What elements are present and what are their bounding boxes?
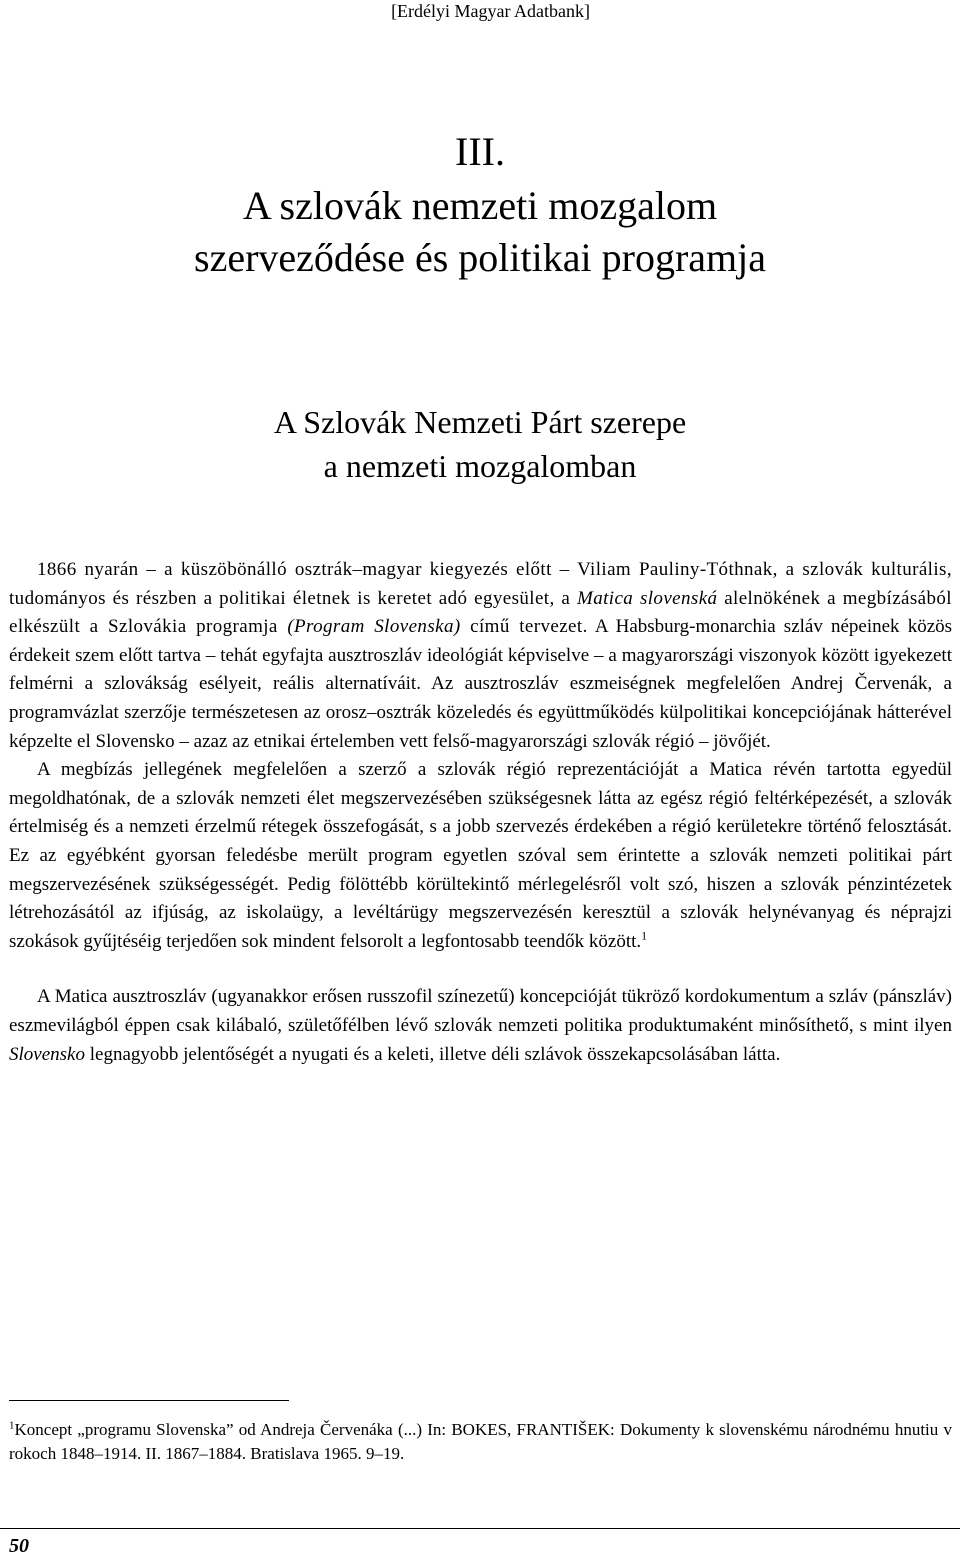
paragraph-2-text: A megbízás jellegének megfelelően a szerző a szlovák régió reprezentációját a Matica révén tartotta egyedül megoldhatónak, de a szlovák nemzeti élet megszervezésében szükségesnek látta az egész régió feltérképezését, a szlovák értelmiség és a nemzeti érzelmű rétegek összefogását, s a jobb szervezés érdekében a régió kerületekre történő felosztását. Ez az egyébként gyorsan feledésbe merült program egyetlen szóval sem érintette a szlovák nemzeti politikai párt megszervezésének szükségességét. Pedig fölöttébb körültekintő mérlegelésről volt szó, hiszen a szlovák pénzintézetek létrehozásától az ifjúság, az iskolaügy, a levéltárügy megszervezésén keresztül a szlovák helynévanyag és néprajzi szokások gyűjtéséig terjedően sok mindent felsorolt a legfontosabb teendők között. <box>9 759 952 952</box>
section-title <box>0 400 960 488</box>
footnote-reference[interactable]: 1 <box>641 928 648 943</box>
chapter-title-line-1: A szlovák nemzeti mozgalom <box>242 183 718 228</box>
chapter-title <box>0 180 960 284</box>
section-title-line-1: A Szlovák Nemzeti Párt szerepe <box>273 404 687 440</box>
section-title-line-2: a nemzeti mozgalomban <box>323 448 637 484</box>
paragraph-3-text-b: legnagyobb jelentőségét a nyugati és a keleti, illetve déli szlávok összekapcsolásában látta. <box>84 1043 781 1065</box>
paragraph-3 <box>9 983 952 1069</box>
chapter-title-line-2: szerveződése és politikai programja <box>194 235 766 280</box>
page-number: 50 <box>9 1535 29 1557</box>
paragraph-2 <box>9 756 952 956</box>
footnote-text: Koncept „programu Slovenska” od Andreja Červenáka (...) In: BOKES, FRANTIŠEK: Dokumenty k slovenskému národnému hnutiu v rokoch 1848–1914. II. 1867–1884. Bratislava 1965. 9–19. <box>9 1420 952 1463</box>
paragraph-1-text-b: alelnökének a megbízásából elkészült a Szlovákia programja <box>9 587 952 638</box>
paragraph-1 <box>9 556 952 756</box>
footnote-mark: 1 <box>9 1419 15 1432</box>
paragraph-1-text-d: A Habsburg-monarchia szláv népeinek közös érdekeit szem előtt tartva – tehát egyfajta ausztroszláv ideológiát képviselve – a magyarországi viszonyok között igyekezett felmérni a szlovákság esélyeit, reális alternatíváit. Az ausztroszláv eszmeiségnek megfelelően Andrej Červenák, a programvázlat szerzője természetesen az orosz–osztrák közeledés és együttműködés külpolitikai koncepciójának hátterével képzelte el Slovensko – azaz az etnikai értelemben vett felső-magyarországi szlovák régió – jövőjét. <box>9 616 953 752</box>
paragraph-1-text-a: 1866 nyarán – a küszöbönálló osztrák–magyar kiegyezés előtt – Viliam Pauliny-Tóthnak, a szlovák kulturális, tudományos és részben a politikai életnek is keretet adó egyesület, a <box>9 559 952 609</box>
chapter-number: III. <box>455 129 505 174</box>
program-title-italic: (Program Slovenska) <box>287 616 461 638</box>
matica-title-italic: Matica slovenská <box>576 587 718 609</box>
paragraph-3-text-a: A Matica ausztroszláv (ugyanakkor erősen russzofil színezetű) koncepcióját tükröző kordokumentum a szláv (pánszláv) eszmevilágból éppen csak kilábaló, születőfélben lévő szlovák nemzeti politika produktumaként minősíthető, s mint ilyen <box>9 986 952 1036</box>
page-footer-divider <box>0 1528 960 1529</box>
footnote <box>9 1418 952 1466</box>
footnote-divider <box>9 1400 289 1401</box>
paragraph-1-text-c: című tervezet. <box>460 616 588 638</box>
source-header: [Erdélyi Magyar Adatbank] <box>391 1 590 21</box>
body-text <box>9 556 952 1069</box>
slovensko-italic: Slovensko <box>9 1043 85 1065</box>
